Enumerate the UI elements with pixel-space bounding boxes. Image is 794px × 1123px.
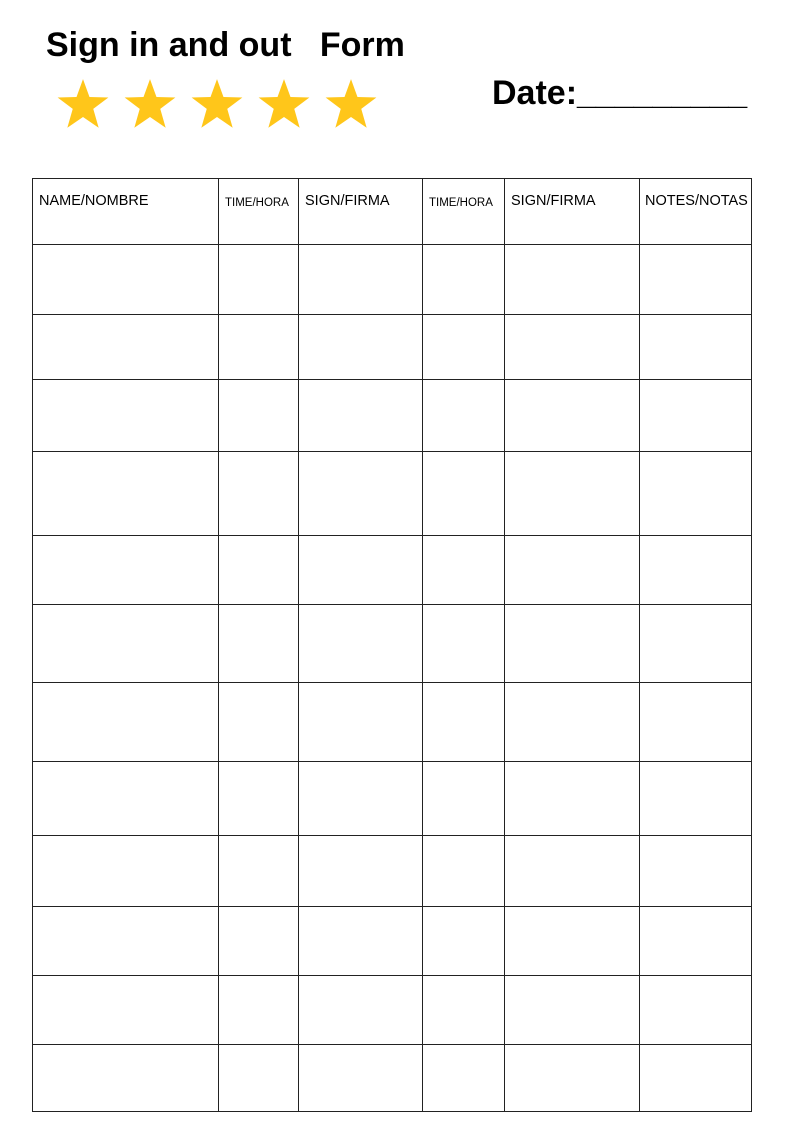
cell-time-in[interactable] [219, 380, 299, 451]
cell-notes[interactable] [640, 380, 752, 451]
cell-notes[interactable] [640, 835, 752, 906]
cell-name[interactable] [33, 835, 219, 906]
cell-time-out[interactable] [423, 907, 505, 976]
cell-sign-in[interactable] [299, 835, 423, 906]
cell-time-in[interactable] [219, 535, 299, 604]
cell-sign-out[interactable] [505, 605, 640, 683]
cell-time-in[interactable] [219, 683, 299, 761]
sign-in-out-table [32, 178, 752, 1112]
cell-notes[interactable] [640, 315, 752, 380]
table-row [33, 976, 752, 1044]
cell-time-in[interactable] [219, 605, 299, 683]
star-icon [190, 78, 244, 130]
table-row [33, 605, 752, 683]
table-row [33, 835, 752, 906]
table-row [33, 245, 752, 315]
cell-time-out[interactable] [423, 761, 505, 835]
cell-sign-in[interactable] [299, 451, 423, 535]
cell-name[interactable] [33, 907, 219, 976]
cell-sign-in[interactable] [299, 605, 423, 683]
table-row [33, 1044, 752, 1111]
cell-time-in[interactable] [219, 245, 299, 315]
star-icon [56, 78, 110, 130]
cell-time-in[interactable] [219, 451, 299, 535]
cell-name[interactable] [33, 605, 219, 683]
table-row [33, 761, 752, 835]
cell-notes[interactable] [640, 761, 752, 835]
cell-notes[interactable] [640, 451, 752, 535]
cell-name[interactable] [33, 380, 219, 451]
cell-sign-out[interactable] [505, 315, 640, 380]
cell-sign-out[interactable] [505, 535, 640, 604]
cell-sign-out[interactable] [505, 835, 640, 906]
column-header-time-in: TIME/HORA [219, 179, 299, 245]
star-rating [56, 78, 378, 130]
cell-sign-out[interactable] [505, 245, 640, 315]
column-header-sign-in: SIGN/FIRMA [299, 179, 423, 245]
table-row [33, 535, 752, 604]
table-row [33, 380, 752, 451]
cell-time-in[interactable] [219, 907, 299, 976]
cell-time-out[interactable] [423, 535, 505, 604]
cell-sign-in[interactable] [299, 761, 423, 835]
cell-time-in[interactable] [219, 761, 299, 835]
page-title: Sign in and out Form [46, 26, 405, 64]
cell-name[interactable] [33, 683, 219, 761]
cell-time-in[interactable] [219, 1044, 299, 1111]
cell-name[interactable] [33, 1044, 219, 1111]
cell-sign-out[interactable] [505, 683, 640, 761]
cell-sign-in[interactable] [299, 683, 423, 761]
cell-sign-in[interactable] [299, 535, 423, 604]
table-row [33, 907, 752, 976]
cell-time-out[interactable] [423, 605, 505, 683]
cell-notes[interactable] [640, 605, 752, 683]
cell-notes[interactable] [640, 907, 752, 976]
cell-name[interactable] [33, 761, 219, 835]
cell-name[interactable] [33, 535, 219, 604]
star-icon [324, 78, 378, 130]
table-row [33, 683, 752, 761]
cell-time-out[interactable] [423, 245, 505, 315]
cell-sign-out[interactable] [505, 380, 640, 451]
cell-notes[interactable] [640, 245, 752, 315]
cell-time-out[interactable] [423, 315, 505, 380]
cell-sign-out[interactable] [505, 907, 640, 976]
cell-time-out[interactable] [423, 1044, 505, 1111]
cell-name[interactable] [33, 976, 219, 1044]
cell-notes[interactable] [640, 1044, 752, 1111]
cell-notes[interactable] [640, 535, 752, 604]
cell-time-in[interactable] [219, 976, 299, 1044]
cell-sign-out[interactable] [505, 761, 640, 835]
cell-time-out[interactable] [423, 835, 505, 906]
cell-time-in[interactable] [219, 315, 299, 380]
column-header-notes: NOTES/NOTAS [640, 179, 752, 245]
cell-notes[interactable] [640, 683, 752, 761]
cell-sign-in[interactable] [299, 315, 423, 380]
cell-sign-out[interactable] [505, 976, 640, 1044]
date-field[interactable]: Date:_________ [492, 74, 748, 112]
cell-time-out[interactable] [423, 451, 505, 535]
cell-sign-in[interactable] [299, 976, 423, 1044]
cell-time-in[interactable] [219, 835, 299, 906]
star-icon [257, 78, 311, 130]
cell-sign-in[interactable] [299, 245, 423, 315]
cell-time-out[interactable] [423, 380, 505, 451]
column-header-name: NAME/NOMBRE [33, 179, 219, 245]
table-row [33, 315, 752, 380]
cell-name[interactable] [33, 315, 219, 380]
cell-notes[interactable] [640, 976, 752, 1044]
star-icon [123, 78, 177, 130]
column-header-sign-out: SIGN/FIRMA [505, 179, 640, 245]
cell-name[interactable] [33, 451, 219, 535]
cell-sign-in[interactable] [299, 1044, 423, 1111]
table-body [33, 245, 752, 1112]
cell-time-out[interactable] [423, 683, 505, 761]
cell-time-out[interactable] [423, 976, 505, 1044]
table-header-row [33, 179, 752, 245]
cell-sign-in[interactable] [299, 380, 423, 451]
cell-sign-out[interactable] [505, 451, 640, 535]
cell-sign-out[interactable] [505, 1044, 640, 1111]
column-header-time-out: TIME/HORA [423, 179, 505, 245]
table-row [33, 451, 752, 535]
cell-name[interactable] [33, 245, 219, 315]
cell-sign-in[interactable] [299, 907, 423, 976]
